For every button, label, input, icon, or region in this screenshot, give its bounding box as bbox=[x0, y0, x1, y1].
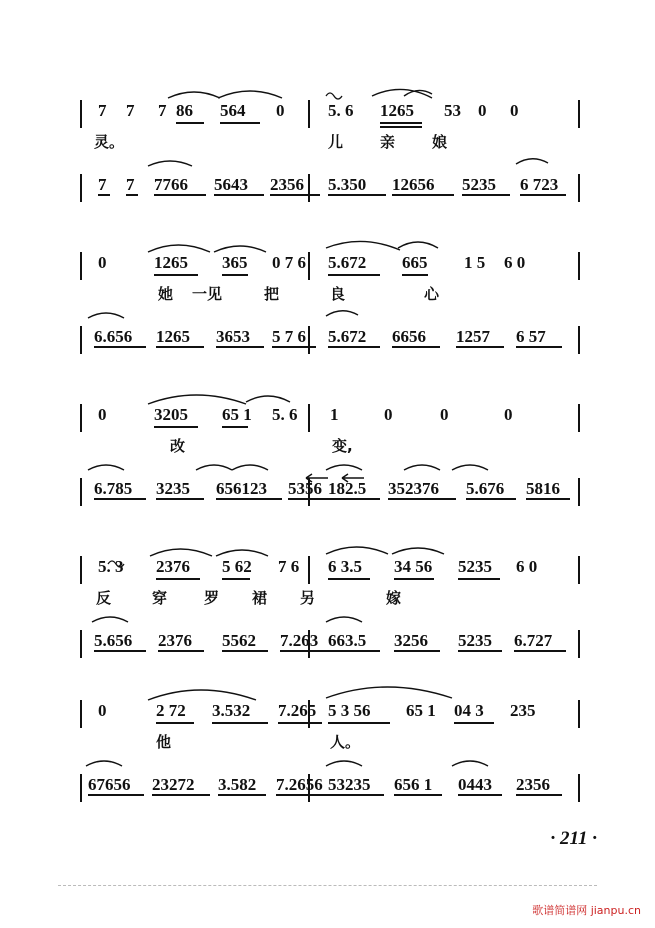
note-cell: 2356 bbox=[516, 775, 550, 794]
beam bbox=[222, 426, 248, 428]
accompaniment-row bbox=[80, 630, 580, 656]
beam bbox=[458, 794, 502, 796]
note-cell: 65 1 bbox=[222, 405, 252, 424]
note-cell: 663.5 bbox=[328, 631, 367, 650]
beam bbox=[516, 346, 562, 348]
beam bbox=[328, 794, 384, 796]
beam bbox=[328, 498, 380, 500]
note-cell: 67656 bbox=[88, 775, 131, 794]
melody-row bbox=[80, 700, 580, 726]
lyric-text: 一见 bbox=[192, 285, 223, 303]
beam bbox=[94, 498, 146, 500]
lyric-text: 裙 bbox=[252, 589, 268, 607]
beam bbox=[154, 194, 206, 196]
music-system-5 bbox=[80, 692, 580, 810]
note-cell: 5.672 bbox=[328, 253, 367, 272]
beam bbox=[380, 126, 422, 128]
note-cell: 0 bbox=[478, 101, 487, 120]
beam bbox=[94, 346, 146, 348]
beam bbox=[466, 498, 516, 500]
note-cell: 3205 bbox=[154, 405, 188, 424]
beam bbox=[388, 498, 456, 500]
beam bbox=[158, 650, 204, 652]
lyric-text: 她 bbox=[158, 285, 174, 303]
note-cell: 3256 bbox=[394, 631, 428, 650]
note-cell: 6 0 bbox=[504, 253, 526, 272]
note-cell: 0 bbox=[510, 101, 519, 120]
lyric-row bbox=[80, 284, 580, 310]
beam bbox=[218, 794, 266, 796]
note-cell: 53 bbox=[444, 101, 461, 120]
lyric-row bbox=[80, 436, 580, 462]
note-cell: 6 57 bbox=[516, 327, 546, 346]
footer-divider bbox=[58, 885, 597, 886]
note-cell: 5.656 bbox=[94, 631, 133, 650]
beam bbox=[126, 194, 138, 196]
melody-row bbox=[80, 252, 580, 278]
lyric-text: 良 bbox=[330, 285, 346, 303]
note-cell: 3235 bbox=[156, 479, 190, 498]
lyric-text: 把 bbox=[264, 285, 280, 303]
beam bbox=[458, 578, 500, 580]
beam bbox=[222, 274, 248, 276]
beam bbox=[402, 274, 428, 276]
note-cell: 5 62 bbox=[222, 557, 252, 576]
lyric-text: 另 bbox=[300, 589, 316, 607]
beam bbox=[454, 722, 494, 724]
lyric-text: 儿 bbox=[328, 133, 344, 151]
lyric-text: 娘 bbox=[432, 133, 448, 151]
note-cell: 182.5 bbox=[328, 479, 367, 498]
lyric-text: 罗 bbox=[204, 589, 220, 607]
note-cell: 04 3 bbox=[454, 701, 484, 720]
lyric-text: 穿 bbox=[152, 589, 168, 607]
note-cell: 5. 6 bbox=[272, 405, 298, 424]
page-number: · 211 · bbox=[550, 828, 597, 849]
beam bbox=[222, 650, 268, 652]
note-cell: 0 bbox=[504, 405, 513, 424]
music-system-2 bbox=[80, 244, 580, 362]
note-cell: 665 bbox=[402, 253, 428, 272]
beam bbox=[216, 498, 282, 500]
beam bbox=[278, 722, 322, 724]
note-cell: 6.656 bbox=[94, 327, 133, 346]
beam bbox=[462, 194, 510, 196]
beam bbox=[392, 194, 454, 196]
accompaniment-row bbox=[80, 174, 580, 200]
music-system-4 bbox=[80, 548, 580, 666]
beam bbox=[212, 722, 268, 724]
beam bbox=[98, 194, 110, 196]
note-cell: 2376 bbox=[156, 557, 190, 576]
note-cell: 7.263 bbox=[280, 631, 319, 650]
beam bbox=[154, 426, 198, 428]
beam bbox=[156, 498, 204, 500]
note-cell: 0 bbox=[98, 253, 107, 272]
beam bbox=[276, 794, 330, 796]
beam bbox=[328, 346, 380, 348]
beam bbox=[176, 122, 204, 124]
beam bbox=[458, 650, 502, 652]
lyric-row bbox=[80, 588, 580, 614]
beam bbox=[94, 650, 146, 652]
beam bbox=[514, 650, 566, 652]
note-cell: 5.672 bbox=[328, 327, 367, 346]
note-cell: 0443 bbox=[458, 775, 492, 794]
note-cell: 3653 bbox=[216, 327, 250, 346]
accompaniment-row bbox=[80, 774, 580, 800]
music-system-3 bbox=[80, 396, 580, 514]
note-cell: 1 5 bbox=[464, 253, 486, 272]
beam bbox=[456, 346, 504, 348]
note-cell: 6 0 bbox=[516, 557, 538, 576]
note-cell: 0 bbox=[276, 101, 285, 120]
note-cell: 6 723 bbox=[520, 175, 559, 194]
beam bbox=[288, 498, 332, 500]
note-cell: 5643 bbox=[214, 175, 248, 194]
note-cell: 65 1 bbox=[406, 701, 436, 720]
note-cell: 5. 6 bbox=[328, 101, 354, 120]
note-cell: 7.2656 bbox=[276, 775, 323, 794]
beam bbox=[156, 722, 194, 724]
note-cell: 34 56 bbox=[394, 557, 433, 576]
music-system-1 bbox=[80, 92, 580, 210]
lyric-text: 改 bbox=[170, 437, 186, 455]
note-cell: 5 3 56 bbox=[328, 701, 371, 720]
note-cell: 53235 bbox=[328, 775, 371, 794]
note-cell: 7.265 bbox=[278, 701, 317, 720]
note-cell: 0 bbox=[440, 405, 449, 424]
note-cell: 1265 bbox=[154, 253, 188, 272]
note-cell: 5. 3 bbox=[98, 557, 124, 576]
note-cell: 5235 bbox=[462, 175, 496, 194]
note-cell: 7 bbox=[98, 175, 107, 194]
note-cell: 0 bbox=[98, 701, 107, 720]
note-cell: 12656 bbox=[392, 175, 435, 194]
note-cell: 7 bbox=[126, 175, 135, 194]
lyric-text: 心 bbox=[424, 285, 440, 303]
note-cell: 5356 bbox=[288, 479, 322, 498]
note-cell: 2 72 bbox=[156, 701, 186, 720]
note-cell: 5562 bbox=[222, 631, 256, 650]
lyric-text: 亲 bbox=[380, 133, 396, 151]
note-cell: 0 bbox=[98, 405, 107, 424]
beam bbox=[328, 722, 390, 724]
lyric-row bbox=[80, 132, 580, 158]
accompaniment-row bbox=[80, 326, 580, 352]
beam bbox=[154, 274, 198, 276]
note-cell: 5.676 bbox=[466, 479, 505, 498]
beam bbox=[88, 794, 144, 796]
note-cell: 7 bbox=[158, 101, 167, 120]
beam bbox=[394, 650, 440, 652]
beam bbox=[220, 122, 260, 124]
note-cell: 0 7 6 bbox=[272, 253, 306, 272]
note-cell: 3.582 bbox=[218, 775, 257, 794]
note-cell: 352376 bbox=[388, 479, 439, 498]
note-cell: 2356 bbox=[270, 175, 304, 194]
accompaniment-row bbox=[80, 478, 580, 504]
note-cell: 7 6 bbox=[278, 557, 300, 576]
beam bbox=[156, 578, 200, 580]
lyric-text: 人。 bbox=[330, 733, 361, 751]
note-cell: 6656 bbox=[392, 327, 426, 346]
note-cell: 656 1 bbox=[394, 775, 433, 794]
note-cell: 1 bbox=[330, 405, 339, 424]
note-cell: 6.785 bbox=[94, 479, 133, 498]
note-cell: 5.350 bbox=[328, 175, 367, 194]
note-cell: 5 7 6 bbox=[272, 327, 306, 346]
melody-row bbox=[80, 100, 580, 126]
lyric-text: 嫁 bbox=[386, 589, 402, 607]
note-cell: 656123 bbox=[216, 479, 267, 498]
note-cell: 7 bbox=[126, 101, 135, 120]
beam bbox=[520, 194, 566, 196]
note-cell: 1265 bbox=[156, 327, 190, 346]
beam bbox=[152, 794, 210, 796]
beam bbox=[222, 578, 250, 580]
note-cell: 5235 bbox=[458, 631, 492, 650]
note-cell: 2376 bbox=[158, 631, 192, 650]
beam bbox=[328, 274, 380, 276]
note-cell: 0 bbox=[384, 405, 393, 424]
melody-row bbox=[80, 404, 580, 430]
melody-row bbox=[80, 556, 580, 582]
note-cell: 7766 bbox=[154, 175, 188, 194]
beam bbox=[156, 346, 204, 348]
beam bbox=[516, 794, 562, 796]
note-cell: 235 bbox=[510, 701, 536, 720]
beam bbox=[526, 498, 570, 500]
beam bbox=[380, 122, 422, 124]
watermark-text: 歌谱简谱网 jianpu.cn bbox=[532, 904, 641, 917]
beam bbox=[328, 578, 370, 580]
note-cell: 3.532 bbox=[212, 701, 251, 720]
beam bbox=[392, 346, 440, 348]
note-cell: 7 bbox=[98, 101, 107, 120]
note-cell: 1257 bbox=[456, 327, 490, 346]
lyric-text: 灵。 bbox=[94, 133, 125, 151]
note-cell: 5816 bbox=[526, 479, 560, 498]
beam bbox=[328, 650, 380, 652]
beam bbox=[280, 650, 328, 652]
lyric-row bbox=[80, 732, 580, 758]
beam bbox=[270, 194, 320, 196]
note-cell: 6.727 bbox=[514, 631, 553, 650]
beam bbox=[214, 194, 264, 196]
lyric-text: 变, bbox=[332, 437, 353, 455]
note-cell: 365 bbox=[222, 253, 248, 272]
note-cell: 564 bbox=[220, 101, 246, 120]
note-cell: 23272 bbox=[152, 775, 195, 794]
beam bbox=[328, 194, 386, 196]
lyric-text: 反 bbox=[96, 589, 112, 607]
note-cell: 6 3.5 bbox=[328, 557, 362, 576]
note-cell: 5235 bbox=[458, 557, 492, 576]
beam bbox=[272, 346, 316, 348]
beam bbox=[394, 578, 434, 580]
note-cell: 86 bbox=[176, 101, 193, 120]
beam bbox=[216, 346, 264, 348]
note-cell: 1265 bbox=[380, 101, 414, 120]
lyric-text: 他 bbox=[156, 733, 172, 751]
beam bbox=[394, 794, 442, 796]
